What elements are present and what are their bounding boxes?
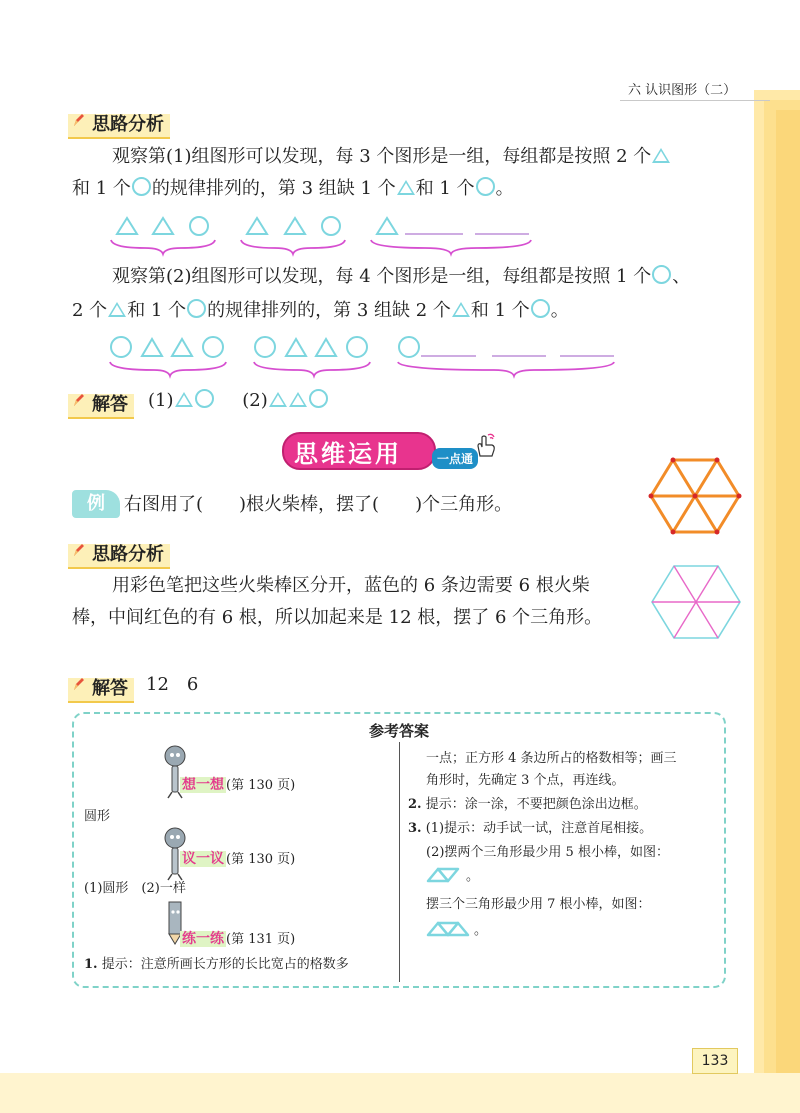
text: 观察第(1)组图形可以发现，每 3 个图形是一组，每组都是按照 2 个 [112, 146, 652, 167]
item3-line1 [408, 818, 652, 840]
text: 观察第(2)组图形可以发现，每 4 个图形是一组，每组都是按照 1 个 [112, 266, 652, 287]
header-rule [620, 100, 770, 101]
reference-title: 参考答案 [368, 722, 429, 740]
think-answer: 圆形 [84, 809, 111, 824]
text: 提示：注意所画长方形的长比宽占的格数多 [101, 957, 349, 972]
triangle-icon [397, 180, 415, 195]
text: 和 1 个 [415, 178, 475, 199]
analysis1-line1 [112, 142, 671, 172]
circle-icon [476, 177, 495, 196]
answer-part-2: (2) [242, 390, 268, 411]
circle-icon [309, 389, 328, 408]
item-number: 1. [84, 957, 98, 972]
text: 的规律排列的，第 3 组缺 2 个 [207, 300, 451, 321]
discuss-answer: (1)圆形 (2)一样 [84, 881, 186, 896]
circle-icon [195, 389, 214, 408]
analysis1-line4 [72, 296, 569, 326]
section-answer-2 [68, 674, 134, 700]
text: 。 [466, 869, 480, 884]
text: 、 [672, 266, 691, 287]
item3-line4: 摆三个三角形最少用 7 根小棒，如图： [426, 897, 651, 912]
section-analysis-1 [68, 110, 170, 136]
analysis2-text: 用彩色笔把这些火柴棒区分开，蓝色的 6 条边需要 6 根火柴棒，中间红色的有 6 根，所以加起来是 12 根，摆了 6 个三角形。 [72, 575, 603, 628]
circle-icon [531, 299, 550, 318]
pencil-icon [72, 543, 84, 558]
text: 提示：涂一涂，不要把颜色涂出边框。 [425, 797, 647, 812]
pattern1-diagram [105, 210, 545, 260]
practice-heading [180, 928, 295, 951]
text: (1)提示：动手试一试，注意首尾相接。 [425, 821, 653, 836]
section-title: 思路分析 [68, 544, 170, 569]
match-hexagon-figure [645, 452, 745, 540]
two-triangles-figure [426, 867, 466, 883]
section-answer-1 [68, 390, 134, 416]
section-analysis-2 [68, 540, 170, 566]
item3-line2: (2)摆两个三角形最少用 5 根小棒，如图： [426, 845, 669, 860]
think-tag: 想一想 [182, 777, 224, 793]
think-heading [180, 774, 295, 797]
circle-icon [652, 265, 671, 284]
page-bottom [0, 1073, 800, 1113]
practice-page: (第 131 页) [226, 932, 296, 947]
answer2-value: 12 6 [146, 674, 199, 695]
text: 和 1 个 [470, 300, 530, 321]
item1-line1 [84, 954, 349, 976]
think-page: (第 130 页) [226, 778, 296, 793]
discuss-tag: 议一议 [182, 851, 224, 867]
triangle-icon [108, 302, 126, 317]
pencil-icon [72, 677, 84, 692]
pattern2-diagram [104, 330, 624, 380]
triangle-icon [289, 392, 307, 407]
banner-subtitle: 一点通 [432, 448, 478, 469]
reference-answer-box [72, 712, 726, 988]
triangle-icon [175, 392, 193, 407]
item3-line3 [426, 866, 479, 888]
page-edge [776, 110, 800, 1113]
banner-title: 思维运用 [294, 440, 402, 468]
analysis1-line3 [112, 262, 690, 292]
item3-line5 [426, 920, 487, 942]
colored-hexagon-figure [648, 560, 744, 644]
item-number: 2. [408, 797, 422, 812]
column-divider [399, 742, 400, 982]
item1-line3: 角形时，先确定 3 个点，再连线。 [426, 773, 625, 788]
text: 的规律排列的，第 3 组缺 1 个 [151, 178, 396, 199]
text: 。 [495, 178, 514, 199]
analysis1-line2 [72, 174, 514, 204]
text: 。 [550, 300, 569, 321]
section-title: 解答 [68, 678, 134, 703]
discuss-page: (第 130 页) [226, 852, 296, 867]
chapter-header: 六 认识图形（二） [628, 83, 737, 98]
pencil-icon [72, 393, 84, 408]
section-title: 思路分析 [68, 114, 170, 139]
pencil-icon [72, 113, 84, 128]
section-title: 解答 [68, 394, 134, 419]
answer-part-1: (1) [148, 390, 174, 411]
hand-pointer-icon [472, 432, 500, 458]
banner [282, 428, 502, 472]
page-number: 133 [692, 1048, 738, 1074]
triangle-icon [652, 148, 670, 163]
text: 2 个 [72, 300, 108, 321]
example-question: 右图用了( )根火柴棒，摆了( )个三角形。 [124, 494, 513, 515]
item-number: 3. [408, 821, 422, 836]
triangle-icon [452, 302, 470, 317]
text: 。 [474, 923, 488, 938]
discuss-heading [180, 848, 295, 871]
answer1-content [148, 386, 329, 416]
text: 和 1 个 [72, 178, 131, 199]
circle-icon [132, 177, 151, 196]
item1-line2: 一点；正方形 4 条边所占的格数相等；画三 [426, 751, 677, 766]
circle-icon [187, 299, 206, 318]
example-badge: 例 [72, 490, 120, 518]
three-triangles-figure [426, 921, 474, 937]
text: 和 1 个 [127, 300, 187, 321]
practice-tag: 练一练 [182, 931, 224, 947]
triangle-icon [269, 392, 287, 407]
item2 [408, 794, 647, 816]
